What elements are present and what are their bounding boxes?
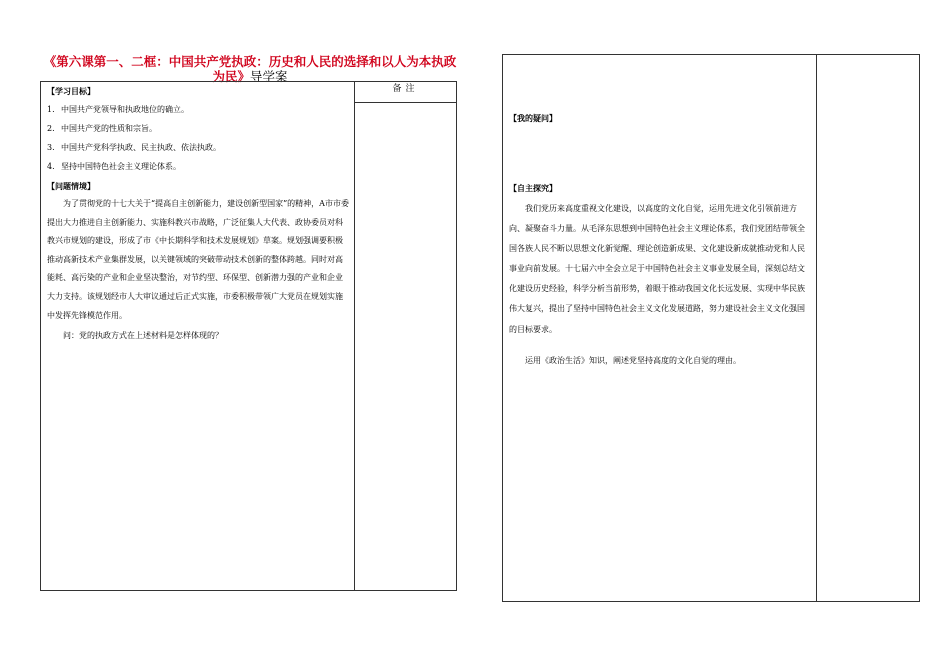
goal-item: [47, 161, 350, 173]
explore-heading: 【自主探究】: [509, 183, 557, 193]
notes-header: 备注: [354, 82, 457, 103]
problem-question: 问：党的执政方式在上述材料是怎样体现的？: [63, 331, 223, 341]
goal-item: [47, 142, 350, 154]
goal-text: 坚持中国特色社会主义理论体系。: [61, 162, 181, 171]
title-suffix: 导学案: [250, 69, 288, 84]
goal-number: 2.: [47, 124, 55, 133]
explore-text: 我们党历来高度重视文化建设，以高度的文化自觉，运用先进文化引领前进方向、凝聚奋斗力量。从毛泽东思想到中国特色社会主义理论体系，我们党团结带领全国各族人民不断以思想文化新觉醒、理论创造新成果、文化建设新成就推动党和人民事业向前发展。十七届六中全会立足于中国特色社会主义事业发展全局，深刻总结文化建设历史经验，科学分析当前形势，着眼于推动我国文化长远发展、实现中华民族伟大复兴，提出了坚持中国特色社会主义文化发展道路，努力建设社会主义文化强国的目标要求。: [509, 204, 805, 334]
page-title: [40, 54, 460, 84]
goal-text: 中国共产党领导和执政地位的确立。: [61, 105, 189, 114]
title-text: 《第六课第一、二框：中国共产党执政：历史和人民的选择和以人为本执政为民》: [43, 54, 457, 84]
learning-goals-list: [47, 104, 350, 173]
explore-question: 运用《政治生活》知识，阐述党坚持高度的文化自觉的理由。: [525, 356, 741, 365]
right-column-divider: [816, 55, 817, 601]
left-content: [47, 85, 350, 343]
goal-number: 3.: [47, 143, 55, 152]
left-column-divider: [354, 82, 355, 590]
goal-item: [47, 104, 350, 116]
goal-text: 中国共产党科学执政、民主执政、依法执政。: [61, 143, 221, 152]
goal-number: 4.: [47, 162, 55, 171]
right-table: [502, 54, 920, 602]
goal-text: 中国共产党的性质和宗旨。: [61, 124, 157, 133]
problem-text: 为了贯彻党的十七大关于“提高自主创新能力，建设创新型国家”的精神，A市市委提出大力推进自主创新能力、实施科教兴市战略，广泛征集人大代表、政协委员对科教兴市规划的建设，形成了市《中长期科学和技术发展规划》草案。规划强调要积极推动高新技术产业集群发展，以关键领域的突破带动技术创新的整体跨越。同时对高能耗、高污染的产业和企业坚决整治，对节约型、环保型、创新潜力强的产业和企业大力支持。该规划经市人大审议通过后正式实施，市委积极带领广大党员在规划实施中发挥先锋模范作用。: [47, 199, 349, 320]
goal-number: 1.: [47, 105, 55, 114]
problem-heading: 【问题情境】: [47, 181, 95, 191]
learning-goals-heading: 【学习目标】: [47, 86, 95, 96]
doubts-heading: 【我的疑问】: [509, 113, 557, 123]
left-table: [40, 81, 457, 591]
goal-item: [47, 123, 350, 135]
